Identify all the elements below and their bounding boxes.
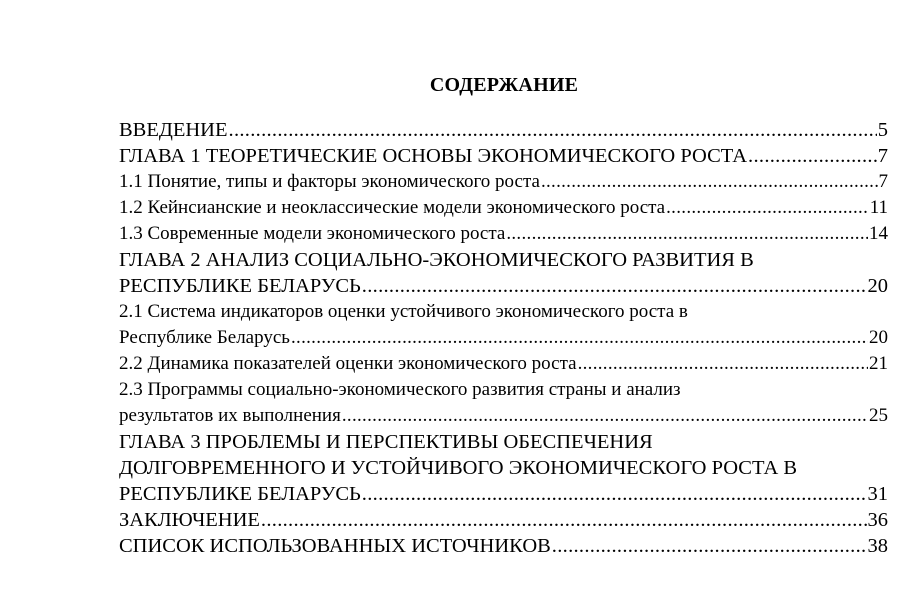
page-number: 20	[867, 275, 888, 297]
dot-leader	[578, 351, 868, 377]
page-number: 31	[867, 483, 888, 505]
dot-leader	[541, 169, 878, 195]
page-number: 7	[877, 145, 888, 167]
toc-entry-text: РЕСПУБЛИКЕ БЕЛАРУСЬ	[119, 275, 361, 297]
toc-entry-text: Республике Беларусь	[119, 327, 290, 348]
toc-entry[interactable]	[119, 169, 888, 195]
toc-entry-text: 2.2 Динамика показателей оценки экономического роста	[119, 353, 577, 374]
toc-entry-text: ВВЕДЕНИЕ	[119, 119, 228, 141]
toc-entry-text: 2.3 Программы социально-экономического развития страны и анализ	[119, 379, 681, 400]
table-of-contents	[119, 117, 888, 559]
page-number: 21	[869, 353, 888, 374]
toc-entry-text: 1.2 Кейнсианские и неоклассические модели экономического роста	[119, 197, 666, 218]
toc-entry[interactable]	[119, 117, 888, 143]
page-number: 5	[877, 119, 888, 141]
toc-entry[interactable]	[119, 221, 888, 247]
dot-leader	[261, 507, 867, 533]
toc-entry-text: ЗАКЛЮЧЕНИЕ	[119, 509, 260, 531]
page-number: 7	[878, 171, 888, 192]
toc-entry[interactable]	[119, 507, 888, 533]
page-number: 36	[867, 509, 888, 531]
toc-entry-text: 1.1 Понятие, типы и факторы экономического роста	[119, 171, 540, 192]
page-number: 20	[869, 327, 888, 348]
dot-leader	[666, 195, 869, 221]
page-number: 14	[869, 223, 888, 244]
toc-entry-text: результатов их выполнения	[119, 405, 341, 426]
toc-entry[interactable]	[119, 299, 888, 351]
toc-entry-text: ГЛАВА 3 ПРОБЛЕМЫ И ПЕРСПЕКТИВЫ ОБЕСПЕЧЕНИЯ	[119, 431, 653, 453]
dot-leader	[291, 325, 868, 351]
dot-leader	[506, 221, 868, 247]
toc-entry-text: РЕСПУБЛИКЕ БЕЛАРУСЬ	[119, 483, 361, 505]
toc-entry-text: 2.1 Система индикаторов оценки устойчивого экономического роста в	[119, 301, 688, 322]
page-title: СОДЕРЖАНИЕ	[429, 74, 579, 96]
toc-entry-text: СПИСОК ИСПОЛЬЗОВАННЫХ ИСТОЧНИКОВ	[119, 535, 551, 557]
toc-entry-text: ДОЛГОВРЕМЕННОГО И УСТОЙЧИВОГО ЭКОНОМИЧЕСКОГО РОСТА В	[119, 457, 798, 479]
dot-leader	[229, 117, 877, 143]
page-number: 11	[869, 197, 888, 218]
toc-entry[interactable]	[119, 247, 888, 299]
toc-entry[interactable]	[119, 429, 888, 507]
dot-leader	[342, 403, 868, 429]
toc-entry[interactable]	[119, 143, 888, 169]
toc-entry[interactable]	[119, 351, 888, 377]
toc-entry[interactable]	[119, 195, 888, 221]
page-number: 25	[869, 405, 888, 426]
dot-leader	[362, 481, 867, 507]
dot-leader	[748, 143, 877, 169]
toc-entry-text: ГЛАВА 1 ТЕОРЕТИЧЕСКИЕ ОСНОВЫ ЭКОНОМИЧЕСКОГО РОСТА	[119, 145, 748, 167]
toc-entry[interactable]	[119, 533, 888, 559]
toc-entry-text: 1.3 Современные модели экономического роста	[119, 223, 506, 244]
dot-leader	[362, 273, 867, 299]
page-number: 38	[867, 535, 888, 557]
toc-entry-text: ГЛАВА 2 АНАЛИЗ СОЦИАЛЬНО-ЭКОНОМИЧЕСКОГО РАЗВИТИЯ В	[119, 249, 754, 271]
toc-entry[interactable]	[119, 377, 888, 429]
dot-leader	[552, 533, 867, 559]
